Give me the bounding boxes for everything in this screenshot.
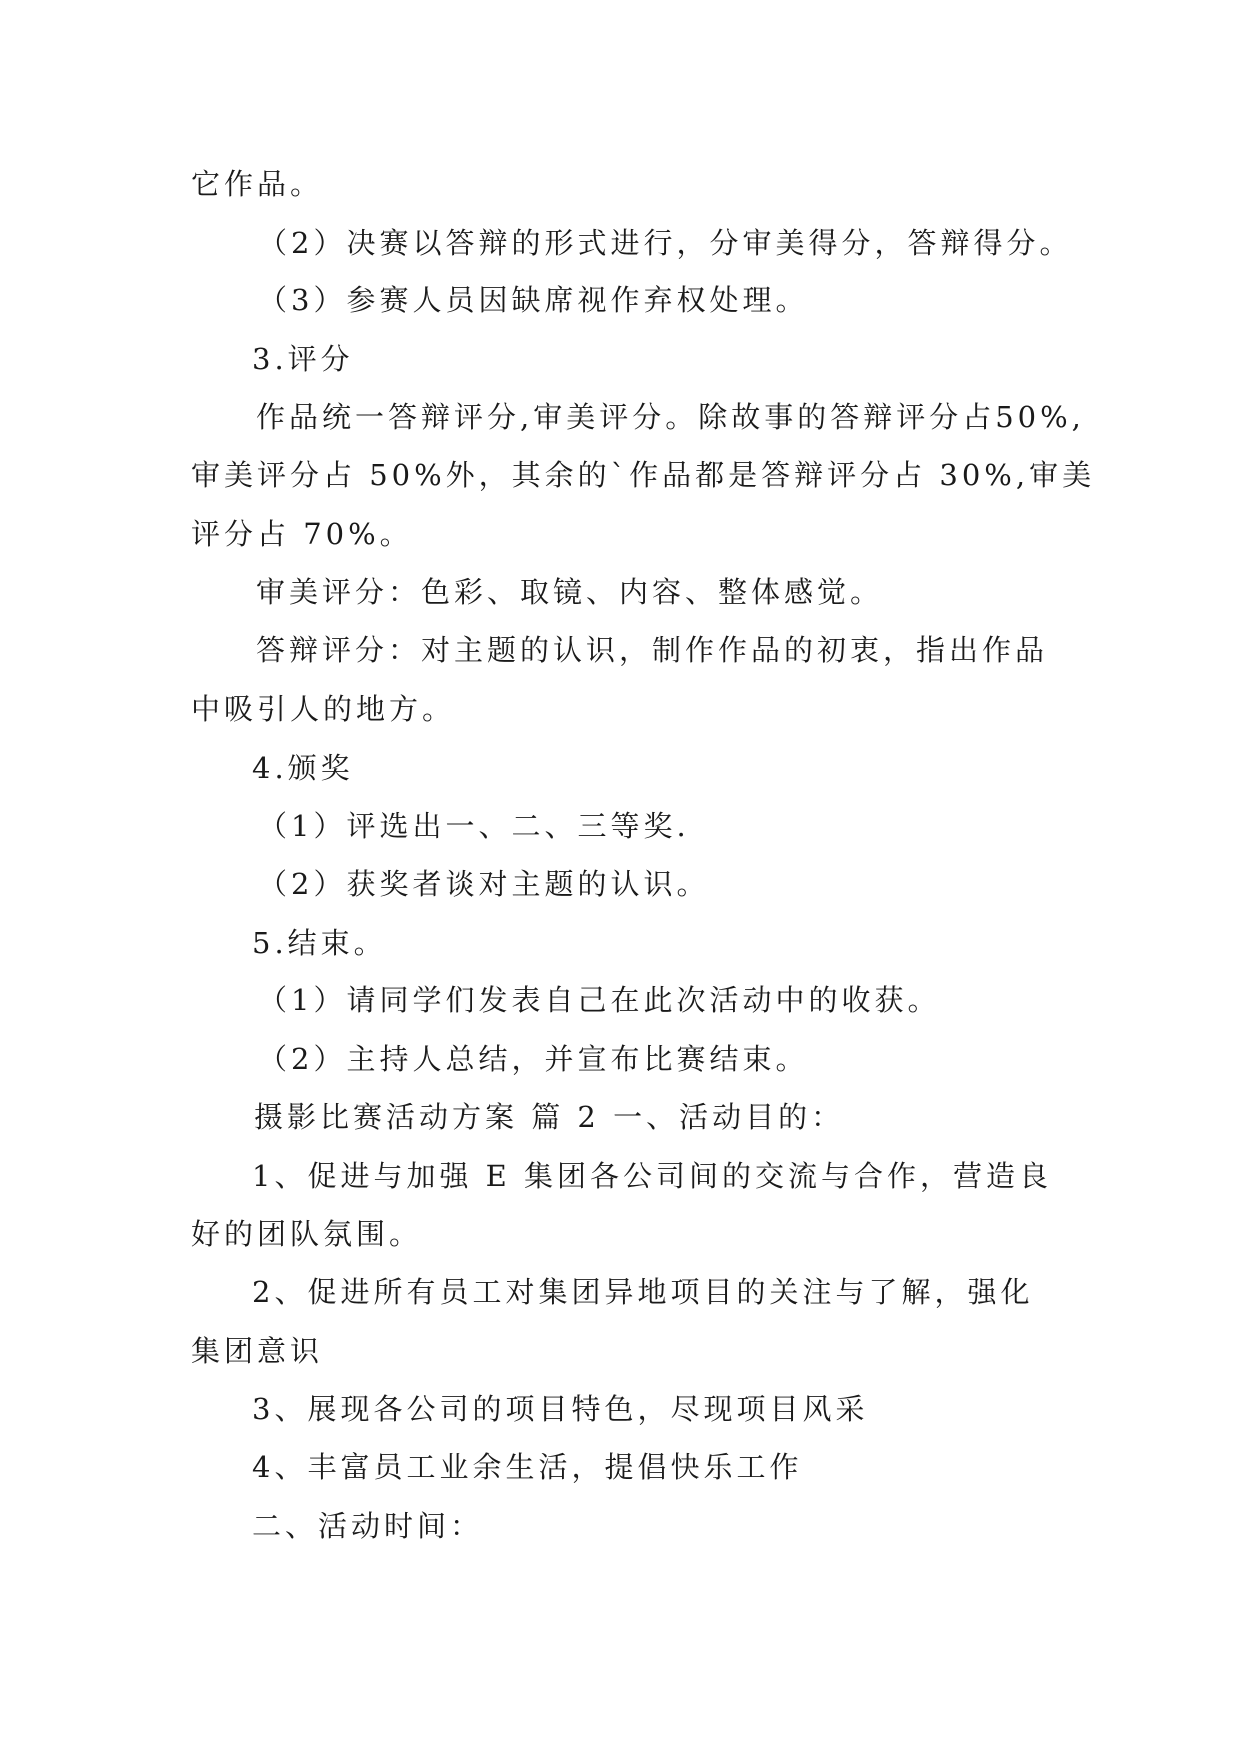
text-line: 4.颁奖 (252, 751, 354, 785)
text-line: 答辩评分：对主题的认识，制作作品的初衷，指出作品 (256, 633, 1049, 667)
text-line: 5.结束。 (252, 926, 387, 960)
text-line: 它作品。 (191, 167, 324, 201)
text-line: （2）主持人总结，并宣布比赛结束。 (258, 1042, 809, 1076)
text-line: 作品统一答辩评分,审美评分。除故事的答辩评分占50%, (256, 400, 1085, 434)
text-line: 评分占 70%。 (191, 517, 413, 551)
text-line: 3、展现各公司的项目特色，尽现项目风采 (252, 1392, 869, 1426)
text-line: （2）获奖者谈对主题的认识。 (258, 867, 710, 901)
text-line: 集团意识 (191, 1334, 324, 1368)
text-line: 审美评分：色彩、取镜、内容、整体感觉。 (256, 575, 884, 609)
text-line: 摄影比赛活动方案 篇 2 一、活动目的： (254, 1100, 845, 1134)
text-line: 4、丰富员工业余生活，提倡快乐工作 (252, 1450, 803, 1484)
text-line: （2）决赛以答辩的形式进行，分审美得分，答辩得分。 (258, 226, 1073, 260)
text-line: 好的团队氛围。 (191, 1217, 423, 1251)
text-line: 中吸引人的地方。 (191, 692, 456, 726)
text-line: 二、活动时间： (252, 1509, 484, 1543)
text-line: 1、促进与加强 E 集团各公司间的交流与合作，营造良 (252, 1159, 1053, 1193)
text-line: 3.评分 (252, 342, 354, 376)
text-line: 2、促进所有员工对集团异地项目的关注与了解，强化 (252, 1275, 1034, 1309)
text-line: 审美评分占 50%外，其余的`作品都是答辩评分占 30%,审美 (191, 458, 1096, 492)
text-line: （1）评选出一、二、三等奖. (258, 809, 690, 843)
text-line: （1）请同学们发表自己在此次活动中的收获。 (258, 983, 941, 1017)
text-line: （3）参赛人员因缺席视作弃权处理。 (258, 283, 809, 317)
